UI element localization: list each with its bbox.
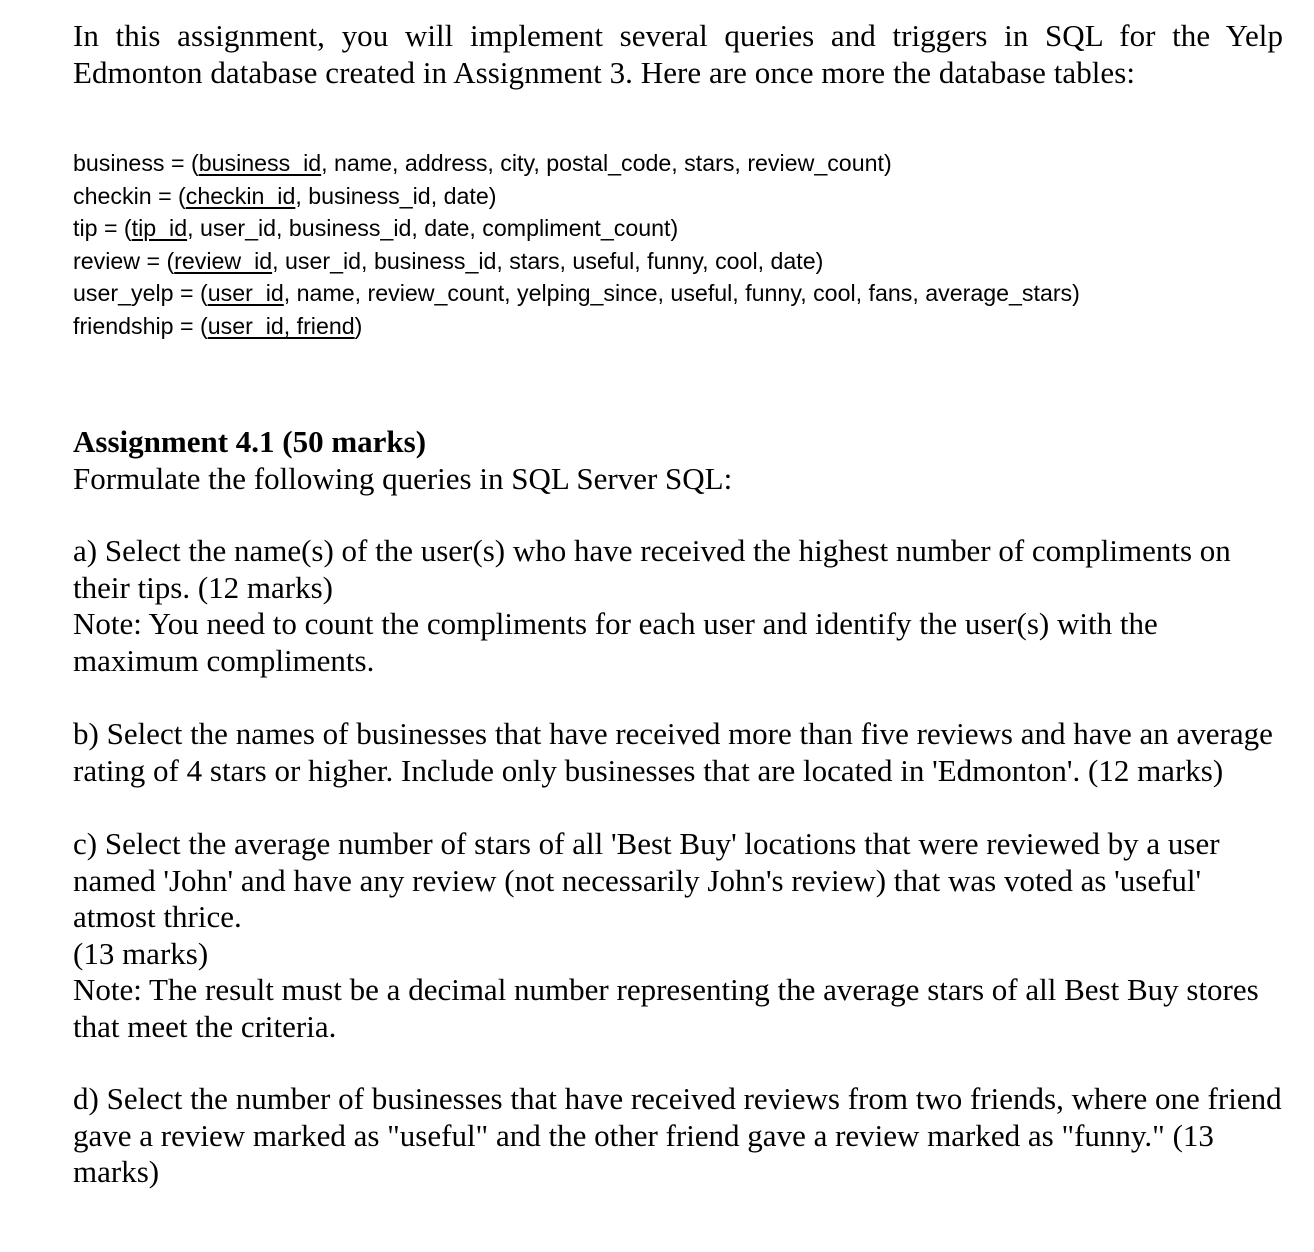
schema-table-name: friendship	[73, 312, 174, 339]
question-marks: (13 marks)	[73, 935, 209, 971]
question-c	[73, 826, 1283, 1045]
schema-line-business: business = (business_id, name, address, city, postal_code, stars, review_count)	[73, 150, 892, 176]
schema-line-user-yelp: user_yelp = (user_id, name, review_count, yelping_since, useful, funny, cool, fans, average_stars)	[73, 280, 1080, 306]
schema-table-name: business	[73, 150, 165, 176]
schema-primary-key: review_id	[174, 247, 273, 274]
section-title: Assignment 4.1 (50 marks)	[73, 424, 427, 459]
question-text: d) Select the number of businesses that have received reviews from two friends, where one friend gave a review marked as "useful" and the other friend gave a review marked as "funny." (13 marks)	[73, 1081, 1282, 1189]
intro-paragraph: In this assignment, you will implement several queries and triggers in SQL for the Yelp Edmonton database created in Assignment 3. Here are once more the database tables:	[73, 18, 1283, 90]
schema-table-name: tip	[73, 215, 98, 241]
schema-line-review: review = (review_id, user_id, business_id, stars, useful, funny, cool, date)	[73, 247, 824, 274]
schema-table-name: checkin	[73, 182, 152, 209]
question-note: Note: The result must be a decimal number representing the average stars of all Best Buy stores that meet the criteria.	[73, 972, 1259, 1044]
question-text: b) Select the names of businesses that have received more than five reviews and have an average rating of 4 stars or higher. Include only businesses that are located in 'Edmonton'. (12 marks)	[73, 716, 1273, 788]
schema-table-name: review	[73, 247, 141, 274]
schema-primary-key: checkin_id	[185, 182, 296, 209]
question-note: Note: You need to count the compliments for each user and identify the user(s) with the maximum compliments.	[73, 606, 1158, 678]
question-a	[73, 533, 1283, 679]
schema-primary-key: business_id	[198, 150, 322, 176]
schema-table-name: user_yelp	[73, 280, 174, 306]
schema-primary-key: user_id, friend	[207, 312, 355, 339]
schema-line-tip: tip = (tip_id, user_id, business_id, date, compliment_count)	[73, 215, 679, 241]
assignment-document	[73, 18, 1283, 1191]
assignment-section	[73, 424, 1283, 1191]
schema-list	[73, 147, 1283, 342]
section-subtitle: Formulate the following queries in SQL Server SQL:	[73, 460, 733, 496]
question-text: a) Select the name(s) of the user(s) who have received the highest number of compliments on their tips. (12 marks)	[73, 533, 1231, 605]
schema-line-friendship: friendship = (user_id, friend)	[73, 312, 363, 339]
question-b	[73, 716, 1283, 789]
schema-line-checkin: checkin = (checkin_id, business_id, date)	[73, 182, 497, 209]
schema-primary-key: tip_id	[131, 215, 188, 241]
question-d	[73, 1081, 1283, 1191]
question-text: c) Select the average number of stars of all 'Best Buy' locations that were reviewed by a user named 'John' and have any review (not necessarily John's review) that was voted as 'useful' atmost thrice.	[73, 826, 1220, 934]
schema-primary-key: user_id	[207, 280, 284, 306]
